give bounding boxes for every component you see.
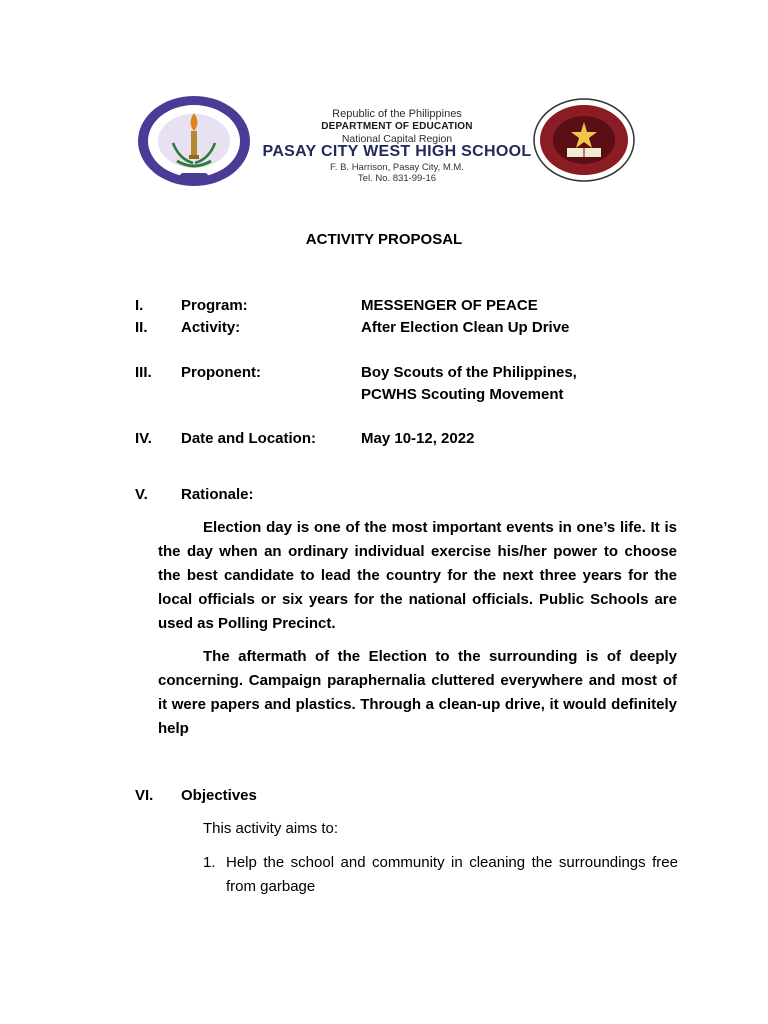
- section-heading-objectives: Objectives: [181, 787, 257, 804]
- section-number: V.: [135, 486, 148, 503]
- field-label-program: Program:: [181, 297, 248, 314]
- field-number: III.: [135, 364, 152, 381]
- field-number: II.: [135, 319, 148, 336]
- field-label-activity: Activity:: [181, 319, 241, 336]
- field-label-date-location: Date and Location:: [181, 430, 317, 447]
- field-value-activity: After Election Clean Up Drive: [361, 319, 570, 336]
- letterhead-telephone: Tel. No. 831-99-16: [357, 173, 437, 184]
- school-seal-logo: [137, 95, 251, 187]
- objective-item-text: Help the school and community in cleaning the surroundings free from garbage: [226, 854, 678, 895]
- field-number: I.: [135, 297, 144, 314]
- objective-item-number: 1.: [203, 854, 216, 871]
- letterhead-region: National Capital Region: [341, 133, 453, 145]
- field-value-program: MESSENGER OF PEACE: [361, 297, 538, 314]
- field-number: IV.: [135, 430, 152, 447]
- objectives-intro: This activity aims to:: [203, 820, 339, 837]
- field-value-proponent-line2: PCWHS Scouting Movement: [361, 386, 564, 403]
- letterhead-department: DEPARTMENT OF EDUCATION: [321, 121, 473, 132]
- field-label-proponent: Proponent:: [181, 364, 261, 381]
- rationale-paragraph-1: Election day is one of the most important events in one’s life. It is the day when an ordinary individual exercise his/her power to choose the best candidate to lead the country for the next three years for the local officials or six years for the national officials. Public Schools are used as Polling Precinct.: [158, 519, 677, 632]
- field-value-proponent: Boy Scouts of the Philippines,: [361, 364, 577, 381]
- field-value-date-location: May 10-12, 2022: [361, 430, 475, 447]
- section-number: VI.: [135, 787, 154, 804]
- rationale-paragraph-2: The aftermath of the Election to the surrounding is of deeply concerning. Campaign paraphernalia cluttered everywhere and most of it were papers and plastics. Through a clean-up drive, it would definitely help: [158, 648, 677, 737]
- document-title: ACTIVITY PROPOSAL: [305, 231, 463, 248]
- section-heading-rationale: Rationale:: [181, 486, 254, 503]
- letterhead-address: F. B. Harrison, Pasay City, M.M.: [330, 162, 464, 173]
- letterhead-school-name: PASAY CITY WEST HIGH SCHOOL: [262, 143, 532, 160]
- letterhead-republic: Republic of the Philippines: [332, 108, 462, 120]
- deped-seal-logo: [533, 98, 635, 182]
